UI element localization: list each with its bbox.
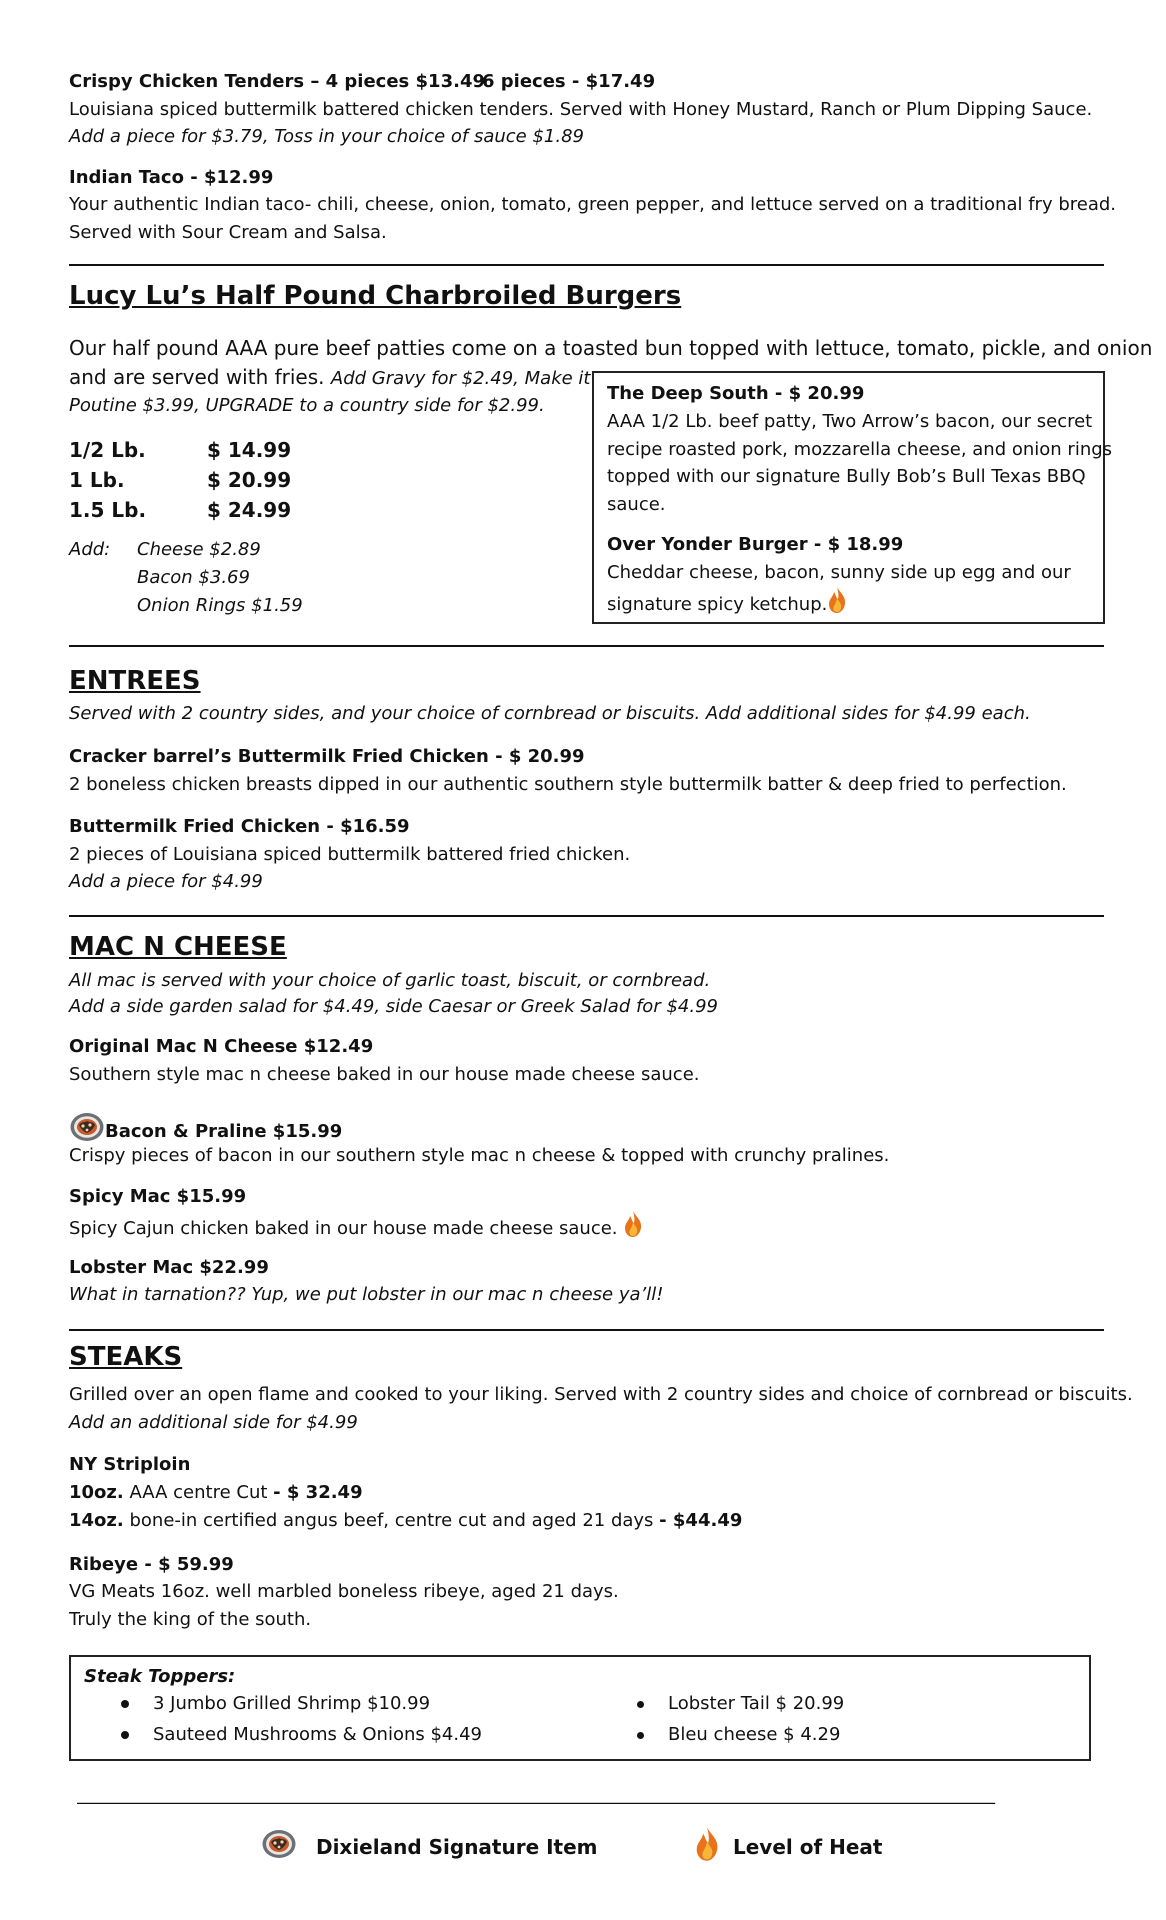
signature-item-badge-icon [261, 1828, 297, 1860]
divider [69, 264, 1104, 266]
tenders-title: Crispy Chicken Tenders – 4 pieces $13.49 [69, 71, 485, 92]
bullet [637, 1732, 644, 1739]
mac-spicy-title: Spicy Mac $15.99 [69, 1186, 247, 1207]
burger-addon: Onion Rings $1.59 [137, 595, 303, 616]
striploin-title: NY Striploin [69, 1454, 191, 1475]
burgers-intro-1: Our half pound AAA pure beef patties come on a toasted bun topped with lettuce, tomato, pickle, and onion [69, 336, 1153, 360]
signature-item-badge-icon [69, 1111, 105, 1143]
mac-heading: MAC N CHEESE [69, 932, 287, 962]
mac-note-2: Add a side garden salad for $4.49, side Caesar or Greek Salad for $4.99 [69, 996, 718, 1017]
burger-addon: Bacon $3.69 [137, 567, 250, 588]
signature-burgers-box [592, 371, 1113, 624]
over-yonder-desc-2: signature spicy ketchup. [607, 586, 847, 619]
burger-size-row: 1 Lb. $ 20.99 [69, 468, 292, 492]
over-yonder-desc-1: Cheddar cheese, bacon, sunny side up egg and our [607, 562, 1071, 583]
tenders-desc: Louisiana spiced buttermilk battered chicken tenders. Served with Honey Mustard, Ranch or Plum Dipping Sauce. [69, 99, 1093, 120]
legend-rule: ______________________________________________________________________________________________________ [77, 1784, 995, 1805]
burger-size-row: 1/2 Lb. $ 14.99 [69, 438, 292, 462]
deep-south-desc-3: topped with our signature Bully Bob’s Bull Texas BBQ [607, 466, 1086, 487]
entree-1-title: Cracker barrel’s Buttermilk Fried Chicken - $ 20.99 [69, 746, 585, 767]
burger-addon: Cheese $2.89 [137, 539, 261, 560]
heat-flame-icon [694, 1826, 720, 1862]
entree-1-desc: 2 boneless chicken breasts dipped in our authentic southern style buttermilk batter & deep fried to perfection. [69, 774, 1067, 795]
heat-flame-icon [623, 1210, 643, 1238]
burger-add-label: Add: [69, 539, 111, 560]
deep-south-title: The Deep South - $ 20.99 [607, 383, 865, 404]
striploin-14oz: 14oz. bone-in certified angus beef, centre cut and aged 21 days - $44.49 [69, 1510, 743, 1531]
ribeye-title: Ribeye - $ 59.99 [69, 1554, 234, 1575]
taco-desc-1: Your authentic Indian taco- chili, cheese, onion, tomato, green pepper, and lettuce served on a traditional fry bread. [69, 194, 1117, 215]
mac-original-desc: Southern style mac n cheese baked in our house made cheese sauce. [69, 1064, 700, 1085]
entrees-note: Served with 2 country sides, and your choice of cornbread or biscuits. Add additional sides for $4.99 each. [69, 703, 1031, 724]
burger-size-list [69, 435, 291, 525]
steaks-note-1: Grilled over an open flame and cooked to your liking. Served with 2 country sides and choice of cornbread or biscuits. [69, 1384, 1133, 1405]
deep-south-desc-2: recipe roasted pork, mozzarella cheese, and onion rings [607, 439, 1113, 460]
burgers-heading: Lucy Lu’s Half Pound Charbroiled Burgers [69, 281, 682, 311]
topper-item: Lobster Tail $ 20.99 [668, 1693, 845, 1714]
burger-size-row: 1.5 Lb. $ 24.99 [69, 498, 292, 522]
entrees-heading: ENTREES [69, 666, 201, 696]
mac-lobster-title: Lobster Mac $22.99 [69, 1257, 269, 1278]
steak-toppers-box [69, 1655, 1091, 1761]
bullet [121, 1700, 129, 1708]
divider [69, 645, 1104, 647]
burgers-intro-2: and are served with fries. Add Gravy for $2.49, Make it [69, 365, 591, 389]
topper-item: Bleu cheese $ 4.29 [668, 1724, 841, 1745]
entree-2-desc: 2 pieces of Louisiana spiced buttermilk battered fried chicken. [69, 844, 631, 865]
entree-2-note: Add a piece for $4.99 [69, 871, 263, 892]
toppers-title: Steak Toppers: [84, 1666, 236, 1687]
taco-desc-2: Served with Sour Cream and Salsa. [69, 222, 387, 243]
bullet [121, 1731, 129, 1739]
ribeye-desc-1: VG Meats 16oz. well marbled boneless ribeye, aged 21 days. [69, 1581, 619, 1602]
mac-bacon-title: Bacon & Praline $15.99 [69, 1111, 342, 1146]
divider [69, 915, 1104, 917]
mac-note-1: All mac is served with your choice of garlic toast, biscuit, or cornbread. [69, 970, 711, 991]
mac-spicy-desc: Spicy Cajun chicken baked in our house made cheese sauce. [69, 1210, 643, 1243]
topper-item: 3 Jumbo Grilled Shrimp $10.99 [153, 1693, 431, 1714]
steaks-heading: STEAKS [69, 1342, 183, 1372]
mac-bacon-desc: Crispy pieces of bacon in our southern style mac n cheese & topped with crunchy pralines. [69, 1145, 890, 1166]
tenders-title-6pc: 6 pieces - $17.49 [482, 71, 656, 92]
topper-item: Sauteed Mushrooms & Onions $4.49 [153, 1724, 482, 1745]
burgers-intro-3: Poutine $3.99, UPGRADE to a country side for $2.99. [69, 395, 545, 416]
ribeye-desc-2: Truly the king of the south. [69, 1609, 312, 1630]
mac-original-title: Original Mac N Cheese $12.49 [69, 1036, 374, 1057]
legend-signature: Dixieland Signature Item [261, 1828, 598, 1864]
steaks-note-2: Add an additional side for $4.99 [69, 1412, 358, 1433]
legend-heat: Level of Heat [694, 1826, 882, 1865]
heat-flame-icon [827, 586, 847, 614]
striploin-10oz: 10oz. AAA centre Cut - $ 32.49 [69, 1482, 363, 1503]
entree-2-title: Buttermilk Fried Chicken - $16.59 [69, 816, 410, 837]
divider [69, 1329, 1104, 1331]
tenders-note: Add a piece for $3.79, Toss in your choice of sauce $1.89 [69, 126, 584, 147]
deep-south-desc-1: AAA 1/2 Lb. beef patty, Two Arrow’s bacon, our secret [607, 411, 1093, 432]
mac-lobster-desc: What in tarnation?? Yup, we put lobster in our mac n cheese ya’ll! [69, 1284, 664, 1305]
bullet [637, 1701, 644, 1708]
over-yonder-title: Over Yonder Burger - $ 18.99 [607, 534, 904, 555]
deep-south-desc-4: sauce. [607, 494, 666, 515]
taco-title: Indian Taco - $12.99 [69, 167, 274, 188]
